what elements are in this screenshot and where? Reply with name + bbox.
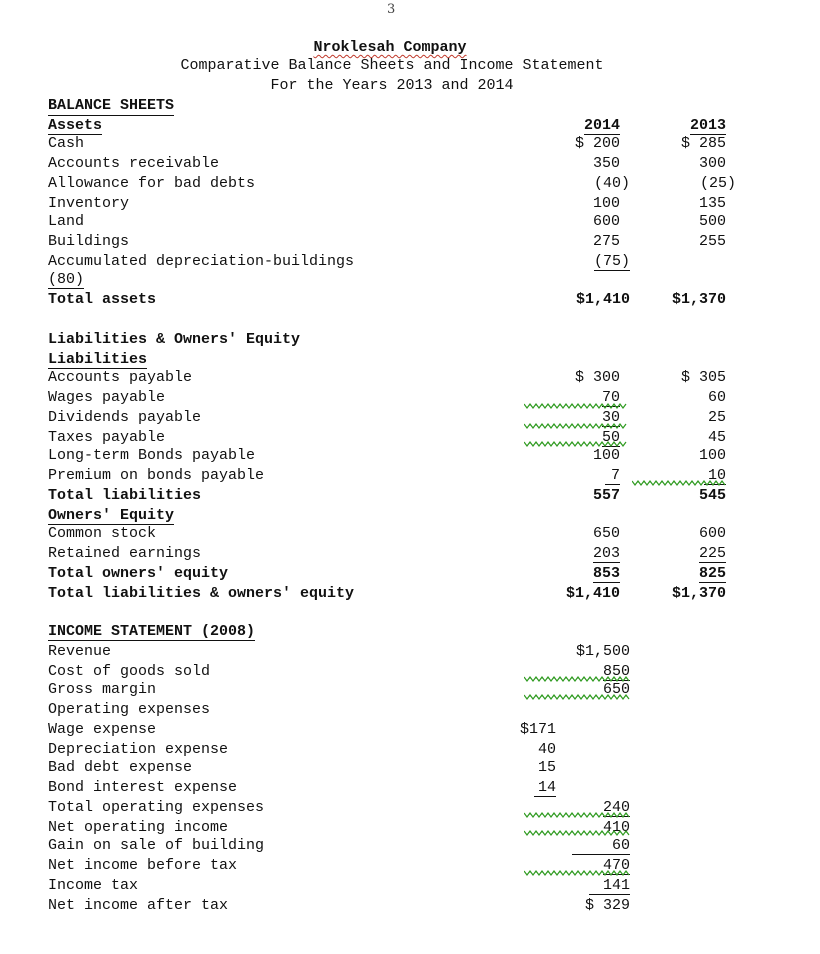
liability-value-2013: 100 <box>698 447 726 464</box>
total-assets-2013: $1,370 <box>671 291 726 308</box>
is-label: Gain on sale of building <box>48 837 265 854</box>
total-assets-2014: $1,410 <box>575 291 630 308</box>
is-value: $1,500 <box>575 643 630 660</box>
asset-value-2013: 255 <box>698 233 726 250</box>
page-number: 3 <box>387 2 396 17</box>
squiggle-decoration <box>524 441 628 447</box>
col-header-2013: 2013 <box>689 117 726 134</box>
squiggle-decoration <box>524 830 632 836</box>
liabilities-heading: Liabilities <box>48 351 148 368</box>
equity-value-2014: 650 <box>592 525 620 542</box>
equity-value-2014: 203 <box>592 545 620 562</box>
asset-value-2013: 500 <box>698 213 726 230</box>
total-oe-label: Total owners' equity <box>48 565 229 582</box>
is-label: Income tax <box>48 877 139 894</box>
liability-value-2013: 10 <box>640 466 726 485</box>
liability-value-2013: $ 305 <box>680 369 726 386</box>
asset-label: Buildings <box>48 233 130 250</box>
expense-label: Bad debt expense <box>48 759 193 776</box>
liab-oe-heading: Liabilities & Owners' Equity <box>48 331 301 348</box>
company-name: Nroklesah Company <box>313 39 467 56</box>
squiggle-decoration <box>524 423 628 429</box>
is-label: Total operating expenses <box>48 799 265 816</box>
is-value: 470 <box>602 857 630 874</box>
asset-value-2014: (75) <box>593 253 630 270</box>
is-label: Revenue <box>48 643 112 660</box>
squiggle-decoration <box>524 403 628 409</box>
is-label: Net income before tax <box>48 857 238 874</box>
total-assets-label: Total assets <box>48 291 157 308</box>
liability-value-2013: 25 <box>707 409 726 426</box>
asset-label: Land <box>48 213 85 230</box>
asset-value-2014: 600 <box>592 213 620 230</box>
total-le-2014: $1,410 <box>565 585 620 602</box>
total-liabilities-label: Total liabilities <box>48 487 202 504</box>
squiggle-decoration <box>524 676 632 682</box>
total-le-label: Total liabilities & owners' equity <box>48 585 355 602</box>
squiggle-decoration <box>524 694 632 700</box>
total-oe-2013: 825 <box>698 565 726 582</box>
liability-label: Wages payable <box>48 389 166 406</box>
wrapped-value: (80) <box>48 271 85 288</box>
squiggle-decoration <box>524 870 632 876</box>
liability-value-2014: 70 <box>601 389 620 406</box>
expense-label: Wage expense <box>48 721 157 738</box>
is-label: Net income after tax <box>48 897 229 914</box>
equity-label: Common stock <box>48 525 157 542</box>
liability-value-2014: 30 <box>601 409 620 426</box>
liability-value-2014: $ 300 <box>574 369 620 386</box>
is-value: 60 <box>540 836 630 855</box>
asset-value-2014: (40) <box>593 175 630 192</box>
equity-value-2013: 225 <box>698 545 726 562</box>
asset-value-2014: $ 200 <box>574 135 620 152</box>
col-header-2014: 2014 <box>583 117 620 134</box>
liability-value-2013: 45 <box>707 429 726 446</box>
liability-label: Accounts payable <box>48 369 193 386</box>
asset-value-2014: 275 <box>592 233 620 250</box>
expense-value: 40 <box>537 741 556 758</box>
report-title: Comparative Balance Sheets and Income Statement <box>180 57 604 74</box>
asset-label: Accounts receivable <box>48 155 220 172</box>
is-value: 650 <box>602 681 630 698</box>
liability-label: Dividends payable <box>48 409 202 426</box>
is-value: $ 329 <box>584 897 630 914</box>
asset-value-2014: 350 <box>592 155 620 172</box>
total-le-2013: $1,370 <box>671 585 726 602</box>
liability-value-2013: 60 <box>707 389 726 406</box>
expense-label: Depreciation expense <box>48 741 229 758</box>
is-label: Cost of goods sold <box>48 663 211 680</box>
is-value: 850 <box>602 663 630 680</box>
expense-value: 14 <box>490 778 556 797</box>
balance-sheets-heading: BALANCE SHEETS <box>48 97 175 114</box>
asset-value-2014: 100 <box>592 195 620 212</box>
asset-label: Allowance for bad debts <box>48 175 256 192</box>
is-label: Net operating income <box>48 819 229 836</box>
expense-value: $171 <box>519 721 556 738</box>
liability-label: Taxes payable <box>48 429 166 446</box>
total-oe-2014: 853 <box>592 565 620 582</box>
liability-value-2014: 7 <box>540 466 620 485</box>
expense-value: 15 <box>537 759 556 776</box>
income-statement-heading: INCOME STATEMENT (2008) <box>48 623 256 640</box>
equity-value-2013: 600 <box>698 525 726 542</box>
total-liabilities-2013: 545 <box>698 487 726 504</box>
is-value: 410 <box>602 819 630 836</box>
liability-value-2014: 50 <box>601 429 620 446</box>
equity-label: Retained earnings <box>48 545 202 562</box>
assets-heading: Assets <box>48 117 103 134</box>
is-label: Gross margin <box>48 681 157 698</box>
squiggle-decoration <box>632 480 728 486</box>
owners-equity-heading: Owners' Equity <box>48 507 175 524</box>
total-liabilities-2014: 557 <box>592 487 620 504</box>
liability-value-2014: 100 <box>592 447 620 464</box>
is-value: 141 <box>540 876 630 895</box>
asset-value-2013: 300 <box>698 155 726 172</box>
asset-value-2013: 135 <box>698 195 726 212</box>
squiggle-decoration <box>524 812 632 818</box>
asset-label: Inventory <box>48 195 130 212</box>
report-subtitle: For the Years 2013 and 2014 <box>270 77 514 94</box>
asset-label: Accumulated depreciation-buildings <box>48 253 355 270</box>
liability-label: Long-term Bonds payable <box>48 447 256 464</box>
asset-label: Cash <box>48 135 85 152</box>
is-value: 240 <box>602 799 630 816</box>
expense-label: Bond interest expense <box>48 779 238 796</box>
asset-value-2013: $ 285 <box>680 135 726 152</box>
asset-value-2013: (25) <box>699 175 736 192</box>
opex-heading: Operating expenses <box>48 701 211 718</box>
liability-label: Premium on bonds payable <box>48 467 265 484</box>
